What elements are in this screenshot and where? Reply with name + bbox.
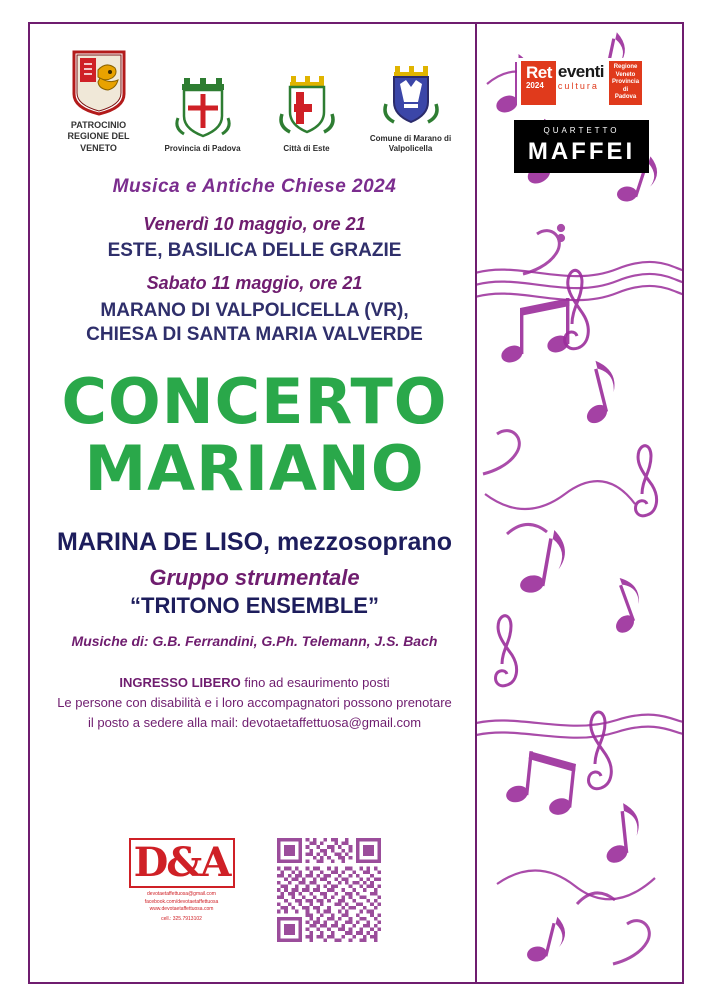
group-name: “TRITONO ENSEMBLE” bbox=[130, 592, 379, 618]
da-logo-box bbox=[129, 838, 235, 888]
devota-affettuosa-logo bbox=[129, 838, 235, 922]
provincia-padova-icon bbox=[162, 74, 244, 140]
info-block bbox=[30, 673, 479, 733]
reteventi-ret: Ret bbox=[525, 63, 552, 82]
reteventi-eventi: eventi bbox=[557, 62, 605, 81]
regione-line3: Provincia bbox=[612, 79, 640, 85]
crest-caption: Comune di Marano di Valpolicella bbox=[369, 133, 452, 153]
free-entry-rest: fino ad esaurimento posti bbox=[240, 674, 390, 690]
reteventi-white-block bbox=[556, 61, 609, 105]
regione-veneto-label bbox=[609, 61, 642, 105]
regione-line2: Veneto bbox=[615, 71, 636, 78]
concert-title-line1: CONCERTO bbox=[61, 365, 448, 439]
reteventi-red-block bbox=[521, 61, 556, 105]
info-line-3: il posto a sedere alla mail: devotaetaffettuosa@gmail.com bbox=[87, 715, 422, 731]
crest-caption: Provincia di Padova bbox=[164, 143, 241, 153]
crest-provincia-padova bbox=[162, 74, 244, 154]
event-venue-2-line1: MARANO DI VALPOLICELLA (VR), bbox=[100, 299, 409, 321]
da-phone: cell.: 325.7913102 bbox=[161, 915, 202, 922]
maffei-name: MAFFEI bbox=[527, 137, 636, 165]
reteventi-cultura: cultura bbox=[557, 81, 599, 91]
marano-valpolicella-icon bbox=[370, 64, 452, 130]
regione-line1: Regione bbox=[613, 64, 638, 70]
regione-line4: di bbox=[622, 86, 629, 93]
group-label: Gruppo strumentale bbox=[149, 564, 360, 590]
qr-code bbox=[277, 838, 381, 942]
free-entry-label: INGRESSO LIBERO bbox=[119, 674, 241, 690]
crest-caption: PATROCINIO REGIONE DEL VENETO bbox=[67, 120, 130, 153]
info-line-1 bbox=[30, 673, 479, 693]
da-email: devotaetaffettuosa@gmail.com bbox=[147, 891, 216, 897]
maffei-quartetto-label: QUARTETTO bbox=[543, 125, 620, 135]
regione-veneto-icon bbox=[58, 50, 140, 116]
event-venue-1: ESTE, BASILICA DELLE GRAZIE bbox=[107, 239, 402, 261]
da-website: www.devotaetaffettuosa.com bbox=[149, 906, 214, 912]
event-venue-2-line2: CHIESA DI SANTA MARIA VALVERDE bbox=[86, 323, 423, 345]
event-date-1: Venerdì 10 maggio, ore 21 bbox=[143, 213, 366, 234]
sponsor-block bbox=[479, 58, 684, 173]
citta-este-icon bbox=[266, 74, 348, 140]
event-venue-2 bbox=[30, 299, 479, 347]
poster-frame bbox=[28, 22, 684, 984]
performer-name: MARINA DE LISO, mezzosoprano bbox=[57, 527, 452, 556]
concert-title bbox=[30, 365, 479, 505]
da-facebook: facebook.com/devotaetaffettuosa bbox=[144, 898, 219, 905]
crest-row bbox=[30, 24, 479, 154]
crest-caption: Città di Este bbox=[283, 143, 330, 153]
programme-composers: Musiche di: G.B. Ferrandini, G.Ph. Telemann, J.S. Bach bbox=[71, 632, 438, 649]
crest-citta-este bbox=[266, 74, 348, 154]
da-logo-letters: D&A bbox=[133, 839, 230, 886]
reteventi-logo bbox=[517, 58, 646, 108]
concert-title-line2: MARIANO bbox=[84, 432, 425, 505]
regione-line5: Padova bbox=[614, 94, 637, 100]
bottom-logos bbox=[30, 838, 479, 942]
info-line-2: Le persone con disabilità e i loro accompagnatori possono prenotare bbox=[57, 694, 452, 710]
poster-main-content bbox=[30, 24, 479, 982]
da-logo-contacts bbox=[129, 891, 235, 914]
crest-regione-veneto bbox=[58, 50, 140, 154]
series-title: Musica e Antiche Chiese 2024 bbox=[112, 175, 397, 197]
crest-marano-valpolicella bbox=[370, 64, 452, 154]
quartetto-maffei-logo bbox=[514, 120, 649, 173]
reteventi-year: 2024 bbox=[525, 81, 544, 90]
event-date-2: Sabato 11 maggio, ore 21 bbox=[146, 272, 363, 293]
